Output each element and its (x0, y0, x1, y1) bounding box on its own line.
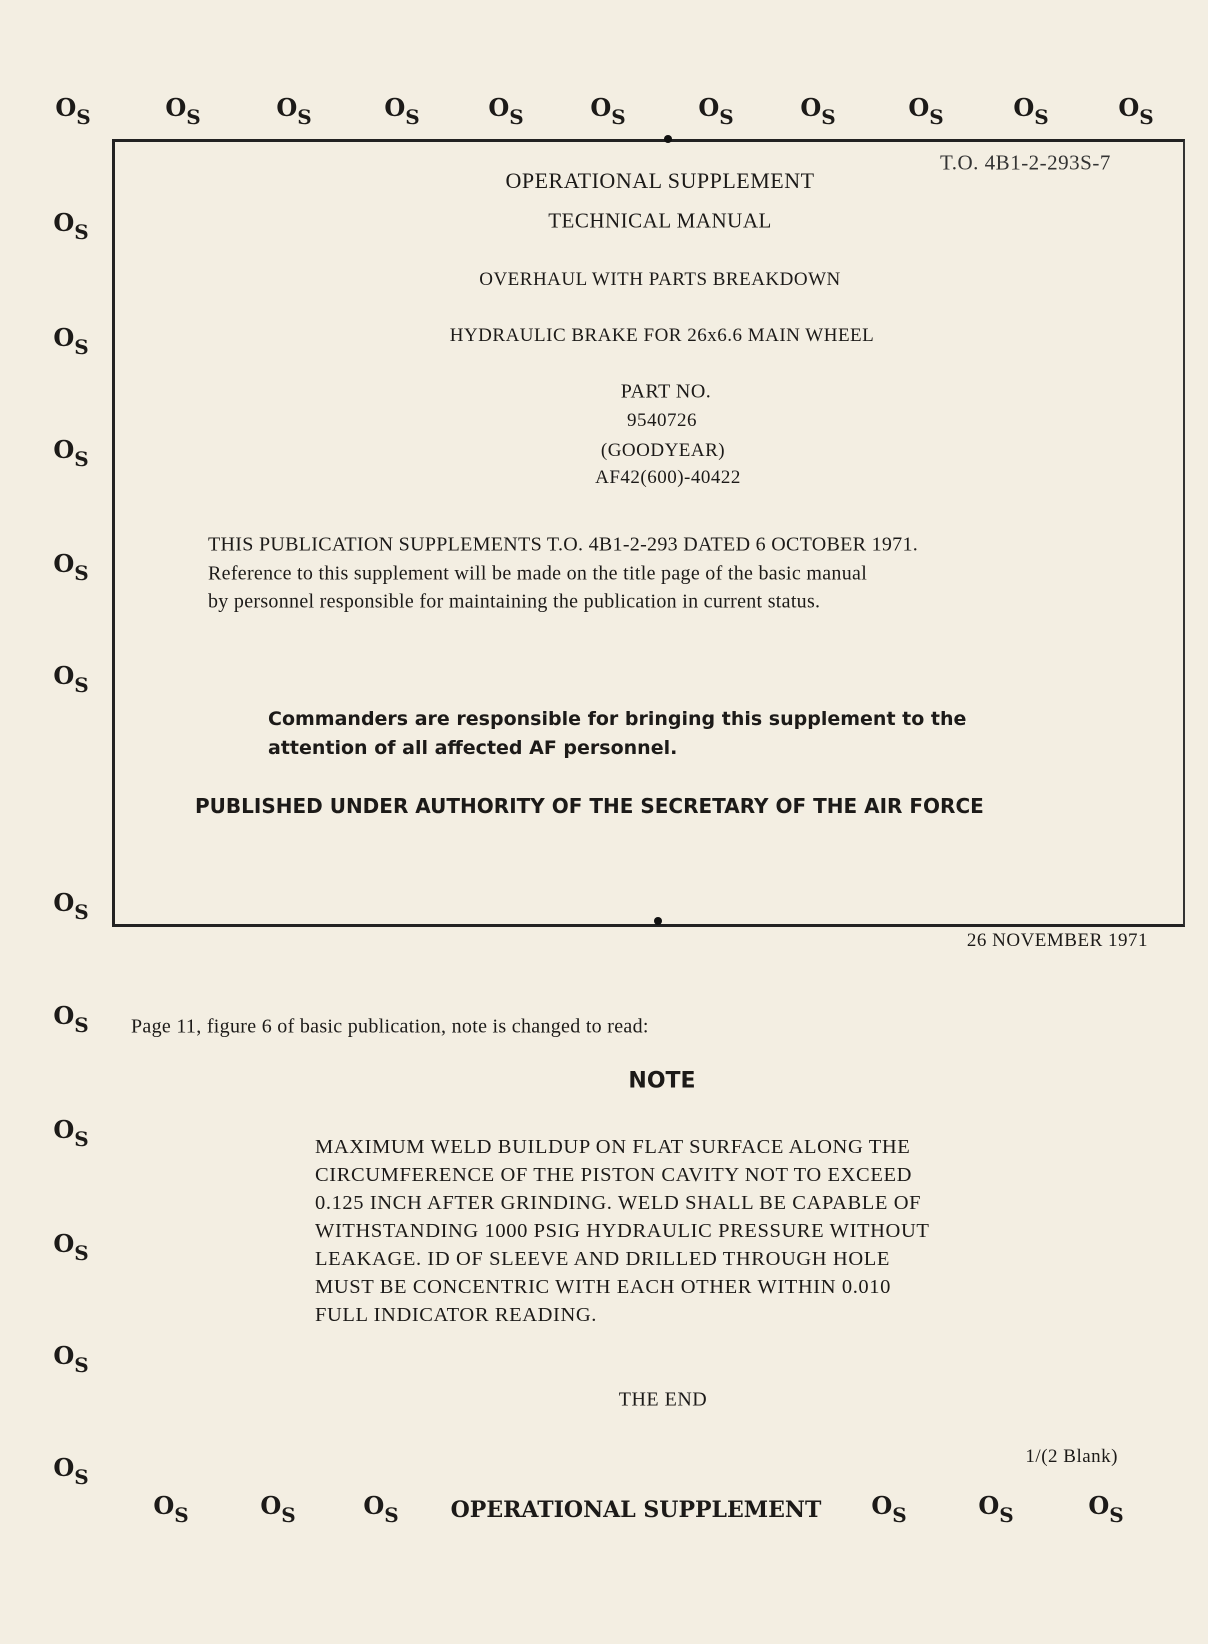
os-mark: $O_S$ (53, 1341, 89, 1377)
to-number: T.O. 4B1-2-293S-7 (940, 150, 1111, 175)
note-body (315, 1133, 929, 1329)
os-mark: $O_S$ (53, 1001, 89, 1037)
note-line: WITHSTANDING 1000 PSIG HYDRAULIC PRESSURE WITHOUT (315, 1220, 930, 1242)
authority-statement: PUBLISHED UNDER AUTHORITY OF THE SECRETARY OF THE AIR FORCE (195, 794, 984, 818)
os-mark: $O_S$ (384, 93, 420, 129)
box-marker-top (664, 135, 672, 143)
os-mark: $O_S$ (1088, 1491, 1124, 1527)
publication-date: 26 NOVEMBER 1971 (966, 930, 1148, 951)
os-mark: $O_S$ (53, 1453, 89, 1489)
page-number: 1/(2 Blank) (1025, 1446, 1118, 1467)
manual-type: OVERHAUL WITH PARTS BREAKDOWN (479, 269, 841, 290)
os-mark: $O_S$ (871, 1491, 907, 1527)
commanders-line: attention of all affected AF personnel. (268, 737, 678, 759)
os-mark: $O_S$ (53, 888, 89, 924)
part-no: 9540726 (627, 410, 697, 431)
note-line: MUST BE CONCENTRIC WITH EACH OTHER WITHIN 0.010 (315, 1276, 891, 1298)
os-mark: $O_S$ (1013, 93, 1049, 129)
notice-line: by personnel responsible for maintaining the publication in current status. (208, 590, 821, 613)
note-line: CIRCUMFERENCE OF THE PISTON CAVITY NOT TO EXCEED (315, 1164, 912, 1186)
os-mark: $O_S$ (276, 93, 312, 129)
os-mark: $O_S$ (53, 1115, 89, 1151)
os-mark: $O_S$ (165, 93, 201, 129)
os-mark: $O_S$ (363, 1491, 399, 1527)
contract-number: AF42(600)-40422 (595, 467, 741, 488)
os-mark: $O_S$ (153, 1491, 189, 1527)
doc-title: OPERATIONAL SUPPLEMENT (505, 168, 815, 193)
box-marker-bottom (654, 917, 662, 925)
note-line: LEAKAGE. ID OF SLEEVE AND DRILLED THROUGH HOLE (315, 1248, 890, 1270)
commanders-line: Commanders are responsible for bringing this supplement to the (268, 708, 967, 730)
note-line: FULL INDICATOR READING. (315, 1304, 598, 1326)
the-end: THE END (618, 1388, 708, 1411)
footer-banner: OPERATIONAL SUPPLEMENT (450, 1497, 822, 1523)
os-mark: $O_S$ (800, 93, 836, 129)
os-mark: $O_S$ (53, 208, 89, 244)
os-mark: $O_S$ (590, 93, 626, 129)
os-mark: $O_S$ (1118, 93, 1154, 129)
os-mark: $O_S$ (53, 549, 89, 585)
item-name: HYDRAULIC BRAKE FOR 26x6.6 MAIN WHEEL (449, 325, 875, 346)
part-no-label: PART NO. (620, 380, 712, 403)
note-line: MAXIMUM WELD BUILDUP ON FLAT SURFACE ALONG THE (315, 1136, 911, 1158)
note-heading: NOTE (628, 1068, 696, 1094)
os-mark: $O_S$ (908, 93, 944, 129)
os-mark: $O_S$ (698, 93, 734, 129)
notice-line: THIS PUBLICATION SUPPLEMENTS T.O. 4B1-2-293 DATED 6 OCTOBER 1971. (208, 533, 919, 556)
manufacturer: (GOODYEAR) (600, 440, 726, 461)
change-intro: Page 11, figure 6 of basic publication, note is changed to read: (131, 1015, 649, 1038)
os-mark: $O_S$ (53, 661, 89, 697)
os-mark: $O_S$ (55, 93, 91, 129)
os-mark: $O_S$ (53, 323, 89, 359)
note-line: 0.125 INCH AFTER GRINDING. WELD SHALL BE CAPABLE OF (315, 1192, 922, 1214)
notice-line: Reference to this supplement will be made on the title page of the basic manual (208, 562, 868, 585)
os-mark: $O_S$ (53, 435, 89, 471)
doc-subtitle: TECHNICAL MANUAL (548, 208, 772, 233)
os-mark: $O_S$ (488, 93, 524, 129)
os-mark: $O_S$ (978, 1491, 1014, 1527)
os-mark: $O_S$ (260, 1491, 296, 1527)
os-mark: $O_S$ (53, 1229, 89, 1265)
